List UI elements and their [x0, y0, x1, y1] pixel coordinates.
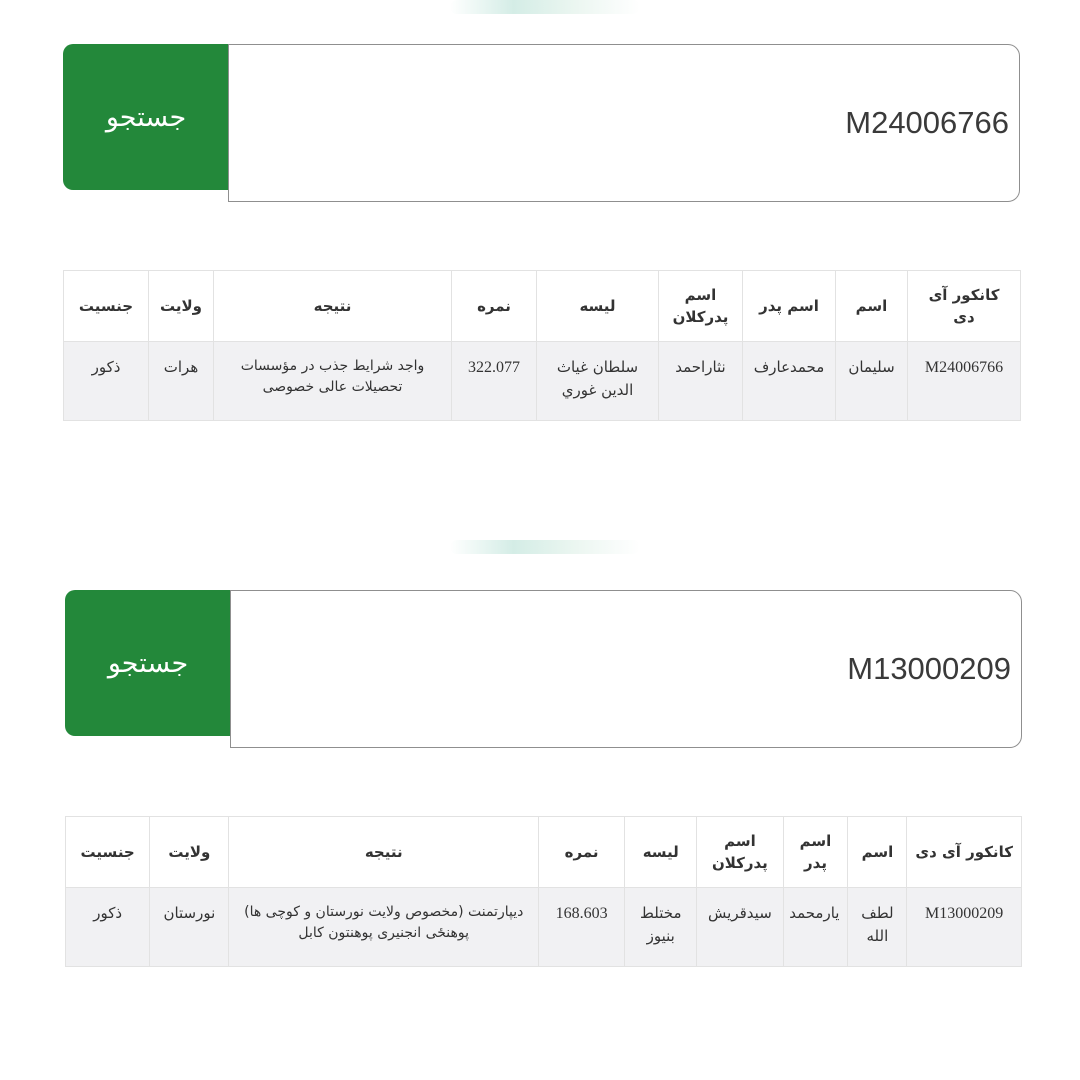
cell-name: لطف الله — [848, 888, 907, 967]
results-table — [63, 270, 1021, 421]
cell-result: دیپارتمنت (مخصوص ولایت نورستان و کوچی ها) پوهنځی انجنیری پوهنتون کابل — [229, 888, 539, 967]
column-header: کانکور آی دی — [907, 817, 1022, 888]
cell-grandfather-name: سیدقریش — [697, 888, 783, 967]
background-smudge — [450, 0, 640, 14]
column-header: اسم پدرکلان — [697, 817, 783, 888]
column-header: اسم — [848, 817, 907, 888]
column-header: اسم پدر — [783, 817, 848, 888]
cell-province: نورستان — [150, 888, 229, 967]
column-header: لیسه — [537, 271, 659, 342]
search-button[interactable]: جستجو — [65, 590, 231, 736]
table-header-row — [66, 817, 1022, 888]
column-header: جنسیت — [66, 817, 150, 888]
cell-name: سلیمان — [836, 342, 908, 421]
cell-school: سلطان غیاث الدین غوري — [537, 342, 659, 421]
search-bar — [65, 590, 1022, 748]
cell-score: 322.077 — [452, 342, 537, 421]
cell-gender: ذکور — [66, 888, 150, 967]
cell-province: هرات — [149, 342, 214, 421]
table-header-row — [64, 271, 1021, 342]
cell-father-name: یارمحمد — [783, 888, 848, 967]
column-header: اسم پدر — [743, 271, 836, 342]
cell-result: واجد شرایط جذب در مؤسسات تحصیلات عالی خصوصی — [214, 342, 452, 421]
column-header: ولایت — [149, 271, 214, 342]
table-row — [64, 342, 1021, 421]
search-bar — [63, 44, 1020, 202]
cell-concours-id: M24006766 — [908, 342, 1021, 421]
search-input[interactable]: M13000209 — [230, 590, 1022, 748]
cell-gender: ذکور — [64, 342, 149, 421]
column-header: نمره — [538, 817, 624, 888]
results-table — [65, 816, 1022, 967]
search-button[interactable]: جستجو — [63, 44, 229, 190]
column-header: اسم پدرکلان — [659, 271, 743, 342]
cell-score: 168.603 — [538, 888, 624, 967]
column-header: لیسه — [625, 817, 697, 888]
column-header: نمره — [452, 271, 537, 342]
column-header: نتیجه — [214, 271, 452, 342]
search-input[interactable]: M24006766 — [228, 44, 1020, 202]
column-header: جنسیت — [64, 271, 149, 342]
cell-father-name: محمدعارف — [743, 342, 836, 421]
column-header: کانکور آی دی — [908, 271, 1021, 342]
column-header: اسم — [836, 271, 908, 342]
cell-concours-id: M13000209 — [907, 888, 1022, 967]
table-row — [66, 888, 1022, 967]
background-smudge — [450, 540, 640, 554]
column-header: نتیجه — [229, 817, 539, 888]
cell-school: مختلط بنیوز — [625, 888, 697, 967]
cell-grandfather-name: نثاراحمد — [659, 342, 743, 421]
column-header: ولایت — [150, 817, 229, 888]
